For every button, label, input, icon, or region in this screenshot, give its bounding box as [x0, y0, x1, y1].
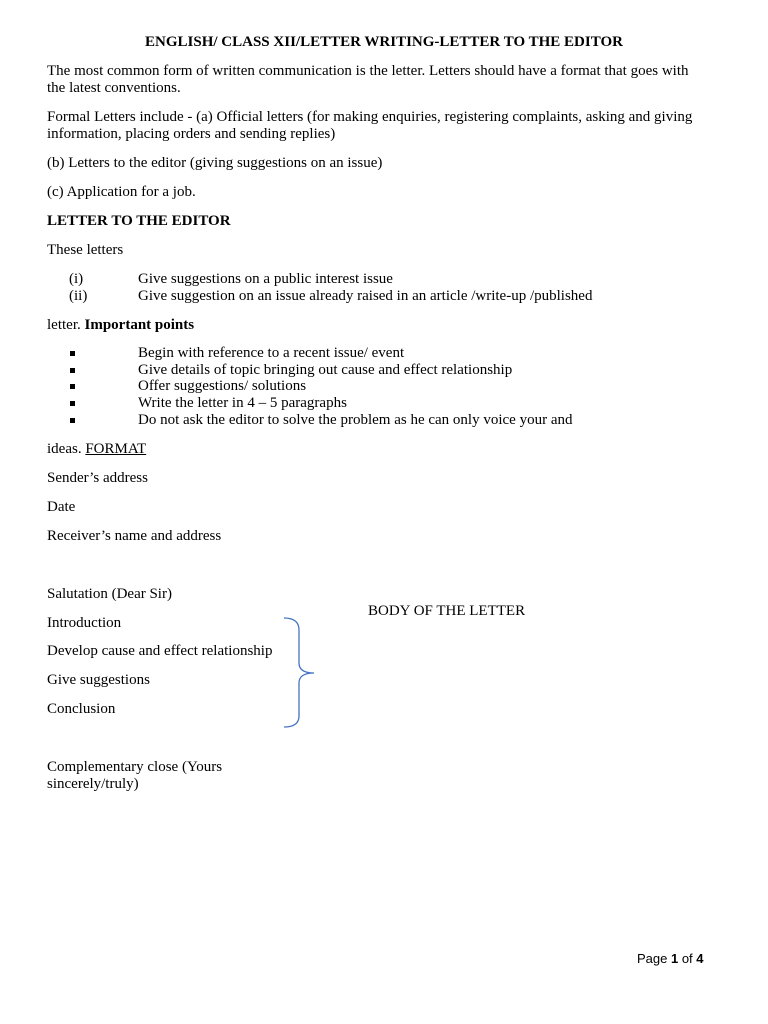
- right-brace-icon: [282, 616, 318, 730]
- format-close-line-2: sincerely/truly): [47, 776, 139, 792]
- of-word: of: [678, 951, 697, 966]
- formal-line-1: Formal Letters include - (a) Official letters (for making enquiries, registering complaints, asking and giving: [47, 109, 693, 125]
- bullet-icon: [70, 384, 75, 389]
- body-of-letter-label: BODY OF THE LETTER: [368, 603, 526, 619]
- format-date: Date: [47, 499, 76, 515]
- bullet-icon: [70, 418, 75, 423]
- important-points-heading: Important points: [84, 317, 195, 333]
- roman-numeral: (ii): [69, 288, 88, 304]
- page-word: Page: [637, 951, 671, 966]
- page-footer: [637, 950, 704, 967]
- bullet-item: Give details of topic bringing out cause and effect relationship: [138, 362, 513, 378]
- formal-item-c: (c) Application for a job.: [47, 184, 196, 200]
- format-introduction: Introduction: [47, 615, 122, 631]
- bullet-item: Offer suggestions/ solutions: [138, 378, 307, 394]
- format-salutation: Salutation (Dear Sir): [47, 586, 172, 602]
- formal-item-b: (b) Letters to the editor (giving suggestions on an issue): [47, 155, 383, 171]
- page-number: 1: [670, 951, 679, 966]
- bullet-item: Begin with reference to a recent issue/ event: [138, 345, 405, 361]
- section-heading: LETTER TO THE EDITOR: [47, 213, 231, 229]
- bullet-item: Write the letter in 4 – 5 paragraphs: [138, 395, 347, 411]
- letter-word: letter.: [47, 317, 85, 333]
- intro-line-2: the latest conventions.: [47, 80, 181, 96]
- bullet-item: Do not ask the editor to solve the problem as he can only voice your and: [138, 412, 573, 428]
- formal-line-2: information, placing orders and sending replies): [47, 126, 336, 142]
- roman-item-text: Give suggestions on a public interest issue: [138, 271, 393, 287]
- format-develop: Develop cause and effect relationship: [47, 643, 273, 659]
- these-letters-text: These letters: [47, 242, 124, 258]
- format-sender: Sender’s address: [47, 470, 148, 486]
- intro-line-1: The most common form of written communication is the letter. Letters should have a format that goes with: [47, 63, 689, 79]
- page-total: 4: [696, 951, 704, 966]
- bullet-icon: [70, 401, 75, 406]
- format-line: [47, 441, 146, 458]
- format-receiver: Receiver’s name and address: [47, 528, 222, 544]
- brace-path: [284, 618, 314, 727]
- page-title: ENGLISH/ CLASS XII/LETTER WRITING-LETTER TO THE EDITOR: [145, 34, 623, 50]
- bullet-icon: [70, 351, 75, 356]
- roman-numeral: (i): [69, 271, 84, 287]
- ideas-word: ideas.: [47, 441, 86, 457]
- format-heading: FORMAT: [85, 441, 147, 457]
- roman-item-text: Give suggestion on an issue already raised in an article /write-up /published: [138, 288, 593, 304]
- format-conclusion: Conclusion: [47, 701, 116, 717]
- format-close-line-1: Complementary close (Yours: [47, 759, 223, 775]
- bullet-icon: [70, 368, 75, 373]
- important-points-line: [47, 317, 194, 334]
- format-suggestions: Give suggestions: [47, 672, 150, 688]
